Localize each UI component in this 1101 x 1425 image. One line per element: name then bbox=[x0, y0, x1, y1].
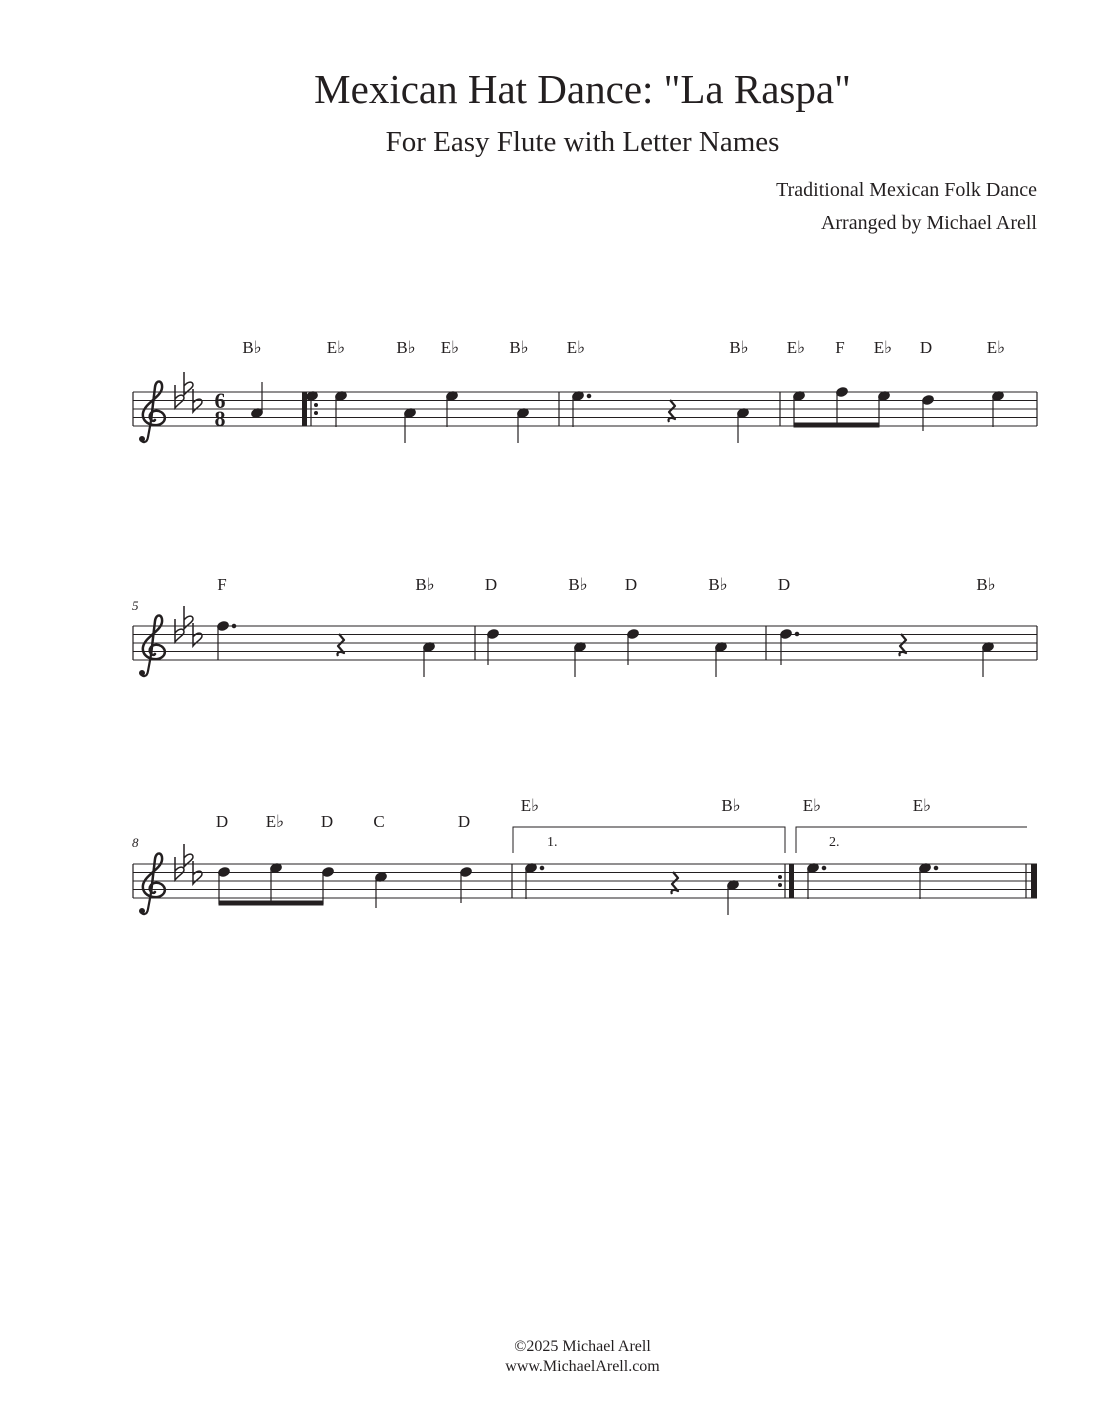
first-ending-label: 1. bbox=[547, 835, 558, 850]
letter-name: B♭ bbox=[396, 338, 416, 357]
repeat-end-barline bbox=[789, 864, 794, 898]
system-1 bbox=[133, 338, 1037, 443]
letter-name: E♭ bbox=[566, 338, 586, 357]
letter-name: B♭ bbox=[415, 575, 435, 594]
page-title: Mexican Hat Dance: "La Raspa" bbox=[314, 66, 851, 112]
letter-name: D bbox=[919, 338, 933, 357]
treble-clef-icon bbox=[139, 615, 165, 676]
time-signature-top: 6 bbox=[214, 388, 226, 413]
letter-name: B♭ bbox=[976, 575, 996, 594]
letter-name: B♭ bbox=[721, 796, 741, 815]
notes bbox=[250, 382, 1004, 443]
letter-name: B♭ bbox=[568, 575, 588, 594]
notes bbox=[216, 620, 994, 677]
letter-name: D bbox=[215, 812, 229, 831]
system-3 bbox=[132, 796, 1037, 915]
notes bbox=[217, 862, 937, 915]
measure-number: 5 bbox=[132, 598, 139, 613]
letter-names bbox=[216, 796, 931, 831]
letter-name: E♭ bbox=[520, 796, 540, 815]
treble-clef-icon bbox=[139, 381, 165, 442]
letter-name: F bbox=[217, 575, 227, 594]
letter-name: E♭ bbox=[986, 338, 1006, 357]
letter-name: B♭ bbox=[729, 338, 749, 357]
letter-name: D bbox=[777, 575, 791, 594]
time-signature bbox=[215, 388, 226, 431]
letter-name: B♭ bbox=[708, 575, 728, 594]
arranger-credit: Arranged by Michael Arell bbox=[820, 212, 1037, 234]
staff-lines bbox=[133, 392, 1037, 426]
letter-name: E♭ bbox=[802, 796, 822, 815]
letter-names bbox=[242, 338, 1005, 357]
letter-name: D bbox=[457, 812, 471, 831]
final-barline bbox=[1031, 864, 1037, 898]
letter-name: E♭ bbox=[912, 796, 932, 815]
letter-name: D bbox=[624, 575, 638, 594]
letter-name: F bbox=[835, 338, 845, 357]
system-2 bbox=[132, 575, 1037, 677]
copyright-text: ©2025 Michael Arell bbox=[514, 1338, 651, 1355]
composer-credit: Traditional Mexican Folk Dance bbox=[776, 179, 1037, 201]
letter-names bbox=[217, 575, 995, 594]
measure-number: 8 bbox=[132, 835, 139, 850]
letter-name: D bbox=[320, 812, 334, 831]
second-ending-label: 2. bbox=[829, 835, 840, 850]
letter-name: E♭ bbox=[326, 338, 346, 357]
letter-name: D bbox=[484, 575, 498, 594]
letter-name: E♭ bbox=[265, 812, 285, 831]
page-subtitle: For Easy Flute with Letter Names bbox=[385, 126, 780, 158]
letter-name: E♭ bbox=[873, 338, 893, 357]
letter-name: B♭ bbox=[242, 338, 262, 357]
letter-name: C bbox=[373, 812, 385, 831]
letter-name: E♭ bbox=[440, 338, 460, 357]
letter-name: E♭ bbox=[786, 338, 806, 357]
treble-clef-icon bbox=[139, 853, 165, 914]
letter-name: B♭ bbox=[509, 338, 529, 357]
website-link[interactable]: www.MichaelArell.com bbox=[505, 1358, 660, 1375]
time-signature-bottom: 8 bbox=[214, 406, 226, 431]
